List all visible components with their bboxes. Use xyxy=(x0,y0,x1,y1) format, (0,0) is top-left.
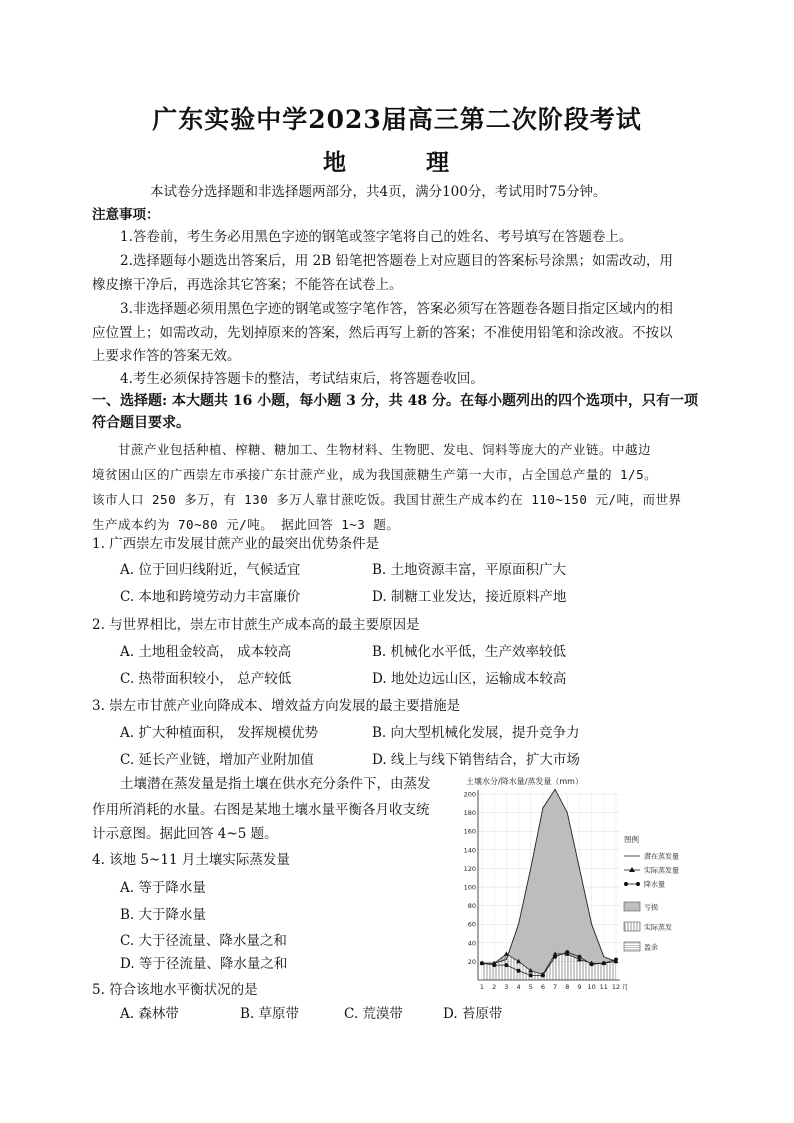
notes-heading: 注意事项： xyxy=(92,207,160,223)
q5-option-b[interactable]: B. 草原带 xyxy=(240,1006,300,1022)
q1-option-d[interactable]: D. 制糖工业发达，接近原料产地 xyxy=(372,589,567,605)
q4-option-b[interactable]: B. 大于降水量 xyxy=(120,907,207,923)
legend-title: 图例 xyxy=(624,835,639,844)
legend-swatch xyxy=(624,902,640,911)
exam-intro: 本试卷分选择题和非选择题两部分，共4页，满分100分，考试用时75分钟。 xyxy=(150,184,607,200)
q5-option-c[interactable]: C. 荒漠带 xyxy=(344,1006,403,1022)
y-tick-label: 40 xyxy=(467,939,476,948)
q2-option-d[interactable]: D. 地处边远山区，运输成本较高 xyxy=(372,671,567,687)
x-tick-label: 11 xyxy=(599,983,608,991)
legend-label: 降水量 xyxy=(644,880,665,889)
y-tick-label: 200 xyxy=(463,790,476,799)
y-tick-label: 20 xyxy=(467,957,476,966)
question-2: 2. 与世界相比，崇左市甘蔗生产成本高的最主要原因是 xyxy=(92,617,420,633)
passage-2-line-1: 土壤潜在蒸发量是指土壤在供水充分条件下，由蒸发 xyxy=(120,776,431,792)
x-tick-label: 3 xyxy=(504,983,509,991)
passage-1-line-4: 生产成本约为 70~80 元/吨。 据此回答 1~3 题。 xyxy=(92,517,400,532)
q2-option-c[interactable]: C. 热带面积较小， 总产较低 xyxy=(120,671,292,687)
precipitation-point xyxy=(504,963,508,967)
question-3: 3. 崇左市甘蔗产业向降成本、增效益方向发展的最主要措施是 xyxy=(92,698,461,714)
section-heading-cont: 符合题目要求。 xyxy=(92,415,190,431)
x-tick-label: 7 xyxy=(553,983,558,991)
x-tick-label: 8 xyxy=(565,983,570,991)
question-1: 1. 广西崇左市发展甘蔗产业的最突出优势条件是 xyxy=(92,536,380,552)
passage-1-line-1: 甘蔗产业包括种植、榨糖、糖加工、生物材料、生物肥、发电、饲料等庞大的产业链。中越边 xyxy=(118,442,652,457)
x-tick-label: 4 xyxy=(516,983,521,991)
q2-option-a[interactable]: A. 土地租金较高， 成本较高 xyxy=(120,644,292,660)
q1-option-b[interactable]: B. 土地资源丰富，平原面积广大 xyxy=(372,562,567,578)
x-tick-label: 12 xyxy=(611,983,621,991)
deficit-area xyxy=(482,789,616,974)
legend-area-label: 实际蒸发 xyxy=(644,923,672,932)
q2-option-b[interactable]: B. 机械化水平低，生产效率较低 xyxy=(372,644,567,660)
y-tick-label: 120 xyxy=(463,864,476,873)
q1-option-a[interactable]: A. 位于回归线附近，气候适宜 xyxy=(120,562,301,578)
note-1: 1.答卷前，考生务必用黑色字迹的钢笔或签字笔将自己的姓名、考号填写在答题卷上。 xyxy=(120,229,633,245)
chart-areas xyxy=(482,789,616,980)
x-tick-label: 10 xyxy=(587,983,596,991)
q3-option-a[interactable]: A. 扩大种植面积， 发挥规模优势 xyxy=(120,725,319,741)
note-4: 4.考生必须保持答题卡的整洁，考试结束后，将答题卷收回。 xyxy=(120,371,484,387)
note-2: 2.选择题每小题选出答案后，用 2B 铅笔把答题卷上对应题目的答案标号涂黑；如需改动，用 xyxy=(120,253,673,269)
legend-area-label: 亏损 xyxy=(644,903,658,912)
q3-option-d[interactable]: D. 线上与线下销售结合，扩大市场 xyxy=(372,752,580,768)
passage-1-line-2: 境贫困山区的广西崇左市承接广东甘蔗产业，成为我国蔗糖生产第一大市，占全国总产量的 1/5。 xyxy=(92,467,658,482)
y-tick-label: 140 xyxy=(463,846,476,855)
question-4: 4. 该地 5~11 月土壤实际蒸发量 xyxy=(92,852,290,868)
q3-option-c[interactable]: C. 延长产业链，增加产业附加值 xyxy=(120,752,314,768)
legend-marker-triangle xyxy=(629,867,635,872)
y-tick-label: 80 xyxy=(467,902,476,911)
x-tick-label: 5 xyxy=(528,983,533,991)
note-3: 3.非选择题必须用黑色字迹的钢笔或签字笔作答，答案必须写在答题卷各题目指定区域内的相 xyxy=(120,301,673,317)
x-tick-label: 1 xyxy=(479,983,485,991)
legend-label: 实际蒸发量 xyxy=(644,866,679,875)
legend-marker-dot xyxy=(636,882,640,886)
y-tick-label: 60 xyxy=(467,920,476,929)
y-tick-label: 100 xyxy=(463,883,476,892)
precipitation-point xyxy=(529,973,533,977)
legend-area-label: 盈余 xyxy=(644,943,658,952)
passage-2-line-2: 作用所消耗的水量。右图是某地土壤水量平衡各月收支统 xyxy=(92,802,430,818)
q5-option-a[interactable]: A. 森林带 xyxy=(120,1006,179,1022)
x-tick-label: 6 xyxy=(540,983,545,991)
chart-y-label: 土壤水分/降水量/蒸发量（mm） xyxy=(466,777,583,786)
x-tick-label: 9 xyxy=(577,983,582,991)
q5-option-d[interactable]: D. 苔原带 xyxy=(443,1006,503,1022)
x-unit-label: 月 xyxy=(622,983,629,991)
passage-2-line-3: 计示意图。据此回答 4~5 题。 xyxy=(92,826,278,842)
passage-1-line-3: 该市人口 250 多万，有 130 多万人靠甘蔗吃饭。我国甘蔗生产成本约在 110~150 元/吨，而世界 xyxy=(92,492,682,507)
subject-title: 地 理 xyxy=(322,149,471,176)
q4-option-c[interactable]: C. 大于径流量、降水量之和 xyxy=(120,933,287,949)
q4-option-d[interactable]: D. 等于径流量、降水量之和 xyxy=(120,956,288,972)
y-tick-label: 180 xyxy=(463,809,476,818)
chart-legend xyxy=(624,834,679,952)
legend-swatch xyxy=(624,922,640,931)
soil-water-balance-chart xyxy=(462,770,712,1002)
legend-marker-dot xyxy=(624,882,628,886)
question-5: 5. 符合该地水平衡状况的是 xyxy=(92,982,258,998)
note-3-cont: 应位置上；如需改动，先划掉原来的答案，然后再写上新的答案；不准使用铅笔和涂改液。不按以 xyxy=(92,325,673,341)
y-tick-label: 160 xyxy=(463,827,476,836)
exam-title: 广东实验中学2023届高三第二次阶段考试 xyxy=(152,105,642,134)
q1-option-c[interactable]: C. 本地和跨境劳动力丰富廉价 xyxy=(120,589,301,605)
legend-label: 潜在蒸发量 xyxy=(644,852,679,861)
q4-option-a[interactable]: A. 等于降水量 xyxy=(120,880,206,896)
q3-option-b[interactable]: B. 向大型机械化发展，提升竞争力 xyxy=(372,725,580,741)
section-heading: 一、选择题: 本大题共 16 小题，每小题 3 分，共 48 分。在每小题列出的四个选项中，只有一项 xyxy=(92,393,698,409)
precipitation-point xyxy=(517,969,521,973)
x-tick-label: 2 xyxy=(492,983,497,991)
note-3-cont2: 上要求作答的答案无效。 xyxy=(92,348,241,364)
note-2-cont: 橡皮擦干净后，再选涂其它答案；不能答在试卷上。 xyxy=(92,277,403,293)
